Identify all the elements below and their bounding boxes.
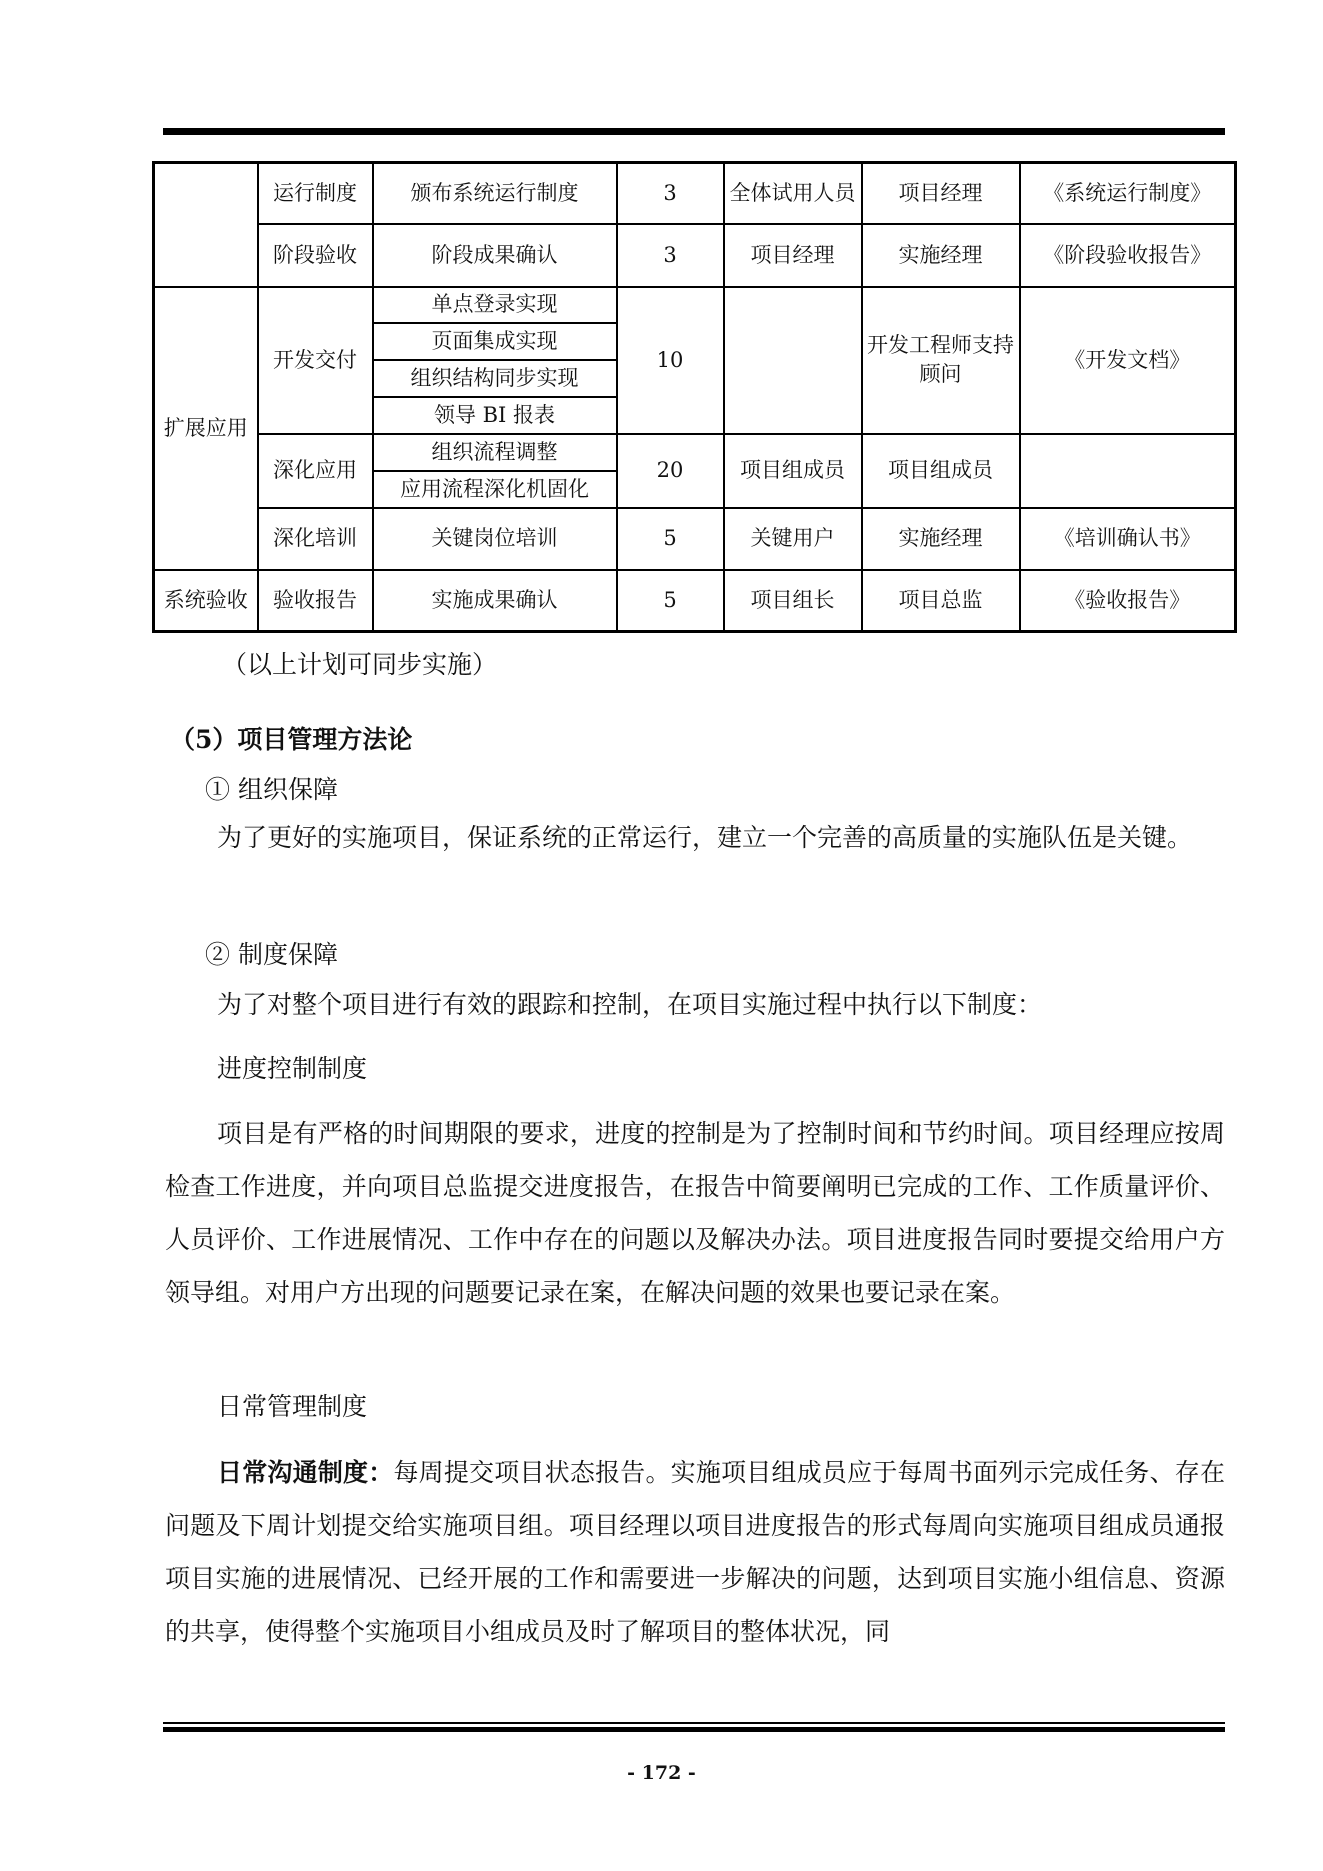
list-item: ② 制度保障 (205, 940, 338, 969)
section-heading: （5）项目管理方法论 (170, 725, 413, 754)
table-cell: 3 (617, 163, 724, 224)
paragraph: 项目是有严格的时间期限的要求，进度的控制是为了控制时间和节约时间。项目经理应按周检查工作进度，并向项目总监提交进度报告，在报告中简要阐明已完成的工作、工作质量评价、人员评价、工作进展情况、工作中存在的问题以及解决办法。项目进度报告同时要提交给用户方领导组。对用户方出现的问题要记录在案，在解决问题的效果也要记录在案。 (165, 1119, 1225, 1307)
table-cell: 组织流程调整 (373, 434, 617, 471)
table-cell: 运行制度 (258, 163, 373, 224)
table-cell: 3 (617, 224, 724, 287)
table-cell: 阶段验收 (258, 224, 373, 287)
table-cell: 开发工程师支持顾问 (862, 287, 1020, 434)
table-row (154, 434, 1236, 471)
bold-lead: 日常沟通制度： (217, 1458, 394, 1487)
table-cell: 项目组长 (724, 570, 862, 632)
table-cell: 《阶段验收报告》 (1020, 224, 1236, 287)
project-plan-table (152, 161, 1237, 633)
table-cell: 《系统运行制度》 (1020, 163, 1236, 224)
footer-rule (163, 1722, 1225, 1724)
table-cell (1020, 434, 1236, 508)
table-cell: 单点登录实现 (373, 287, 617, 323)
table-cell: 项目组成员 (724, 434, 862, 508)
page-number: - 172 - (627, 1762, 696, 1784)
table-cell: 《培训确认书》 (1020, 508, 1236, 570)
paragraph: 为了更好的实施项目，保证系统的正常运行，建立一个完善的高质量的实施队伍是关键。 (217, 823, 1193, 852)
table-cell: 《开发文档》 (1020, 287, 1236, 434)
table-row (154, 287, 1236, 323)
table-cell: 组织结构同步实现 (373, 360, 617, 397)
table-cell: 5 (617, 508, 724, 570)
table-cell: 验收报告 (258, 570, 373, 632)
table-cell: 系统验收 (154, 570, 258, 632)
table-row (154, 570, 1236, 632)
paragraph-text: 每周提交项目状态报告。实施项目组成员应于每周书面列示完成任务、存在问题及下周计划提交给实施项目组。项目经理以项目进度报告的形式每周向实施项目组成员通报项目实施的进展情况、已经开展的工作和需要进一步解决的问题，达到项目实施小组信息、资源的共享，使得整个实施项目小组成员及时了解项目的整体状况，同 (165, 1458, 1225, 1646)
table-cell: 实施经理 (862, 224, 1020, 287)
table-cell: 阶段成果确认 (373, 224, 617, 287)
table-cell: 项目经理 (724, 224, 862, 287)
table-cell: 实施成果确认 (373, 570, 617, 632)
table-row (154, 508, 1236, 570)
table-cell: 项目经理 (862, 163, 1020, 224)
table-cell: 颁布系统运行制度 (373, 163, 617, 224)
table-cell: 5 (617, 570, 724, 632)
table-cell: 深化应用 (258, 434, 373, 508)
table-row (154, 163, 1236, 224)
table-cell: 领导 BI 报表 (373, 397, 617, 434)
footer-rule-thick (163, 1727, 1225, 1732)
table-cell: 项目组成员 (862, 434, 1020, 508)
table-cell (154, 163, 258, 287)
paragraph (165, 1446, 1225, 1658)
header-rule (163, 128, 1225, 135)
table-cell: 全体试用人员 (724, 163, 862, 224)
table-cell (724, 287, 862, 434)
table-cell: 开发交付 (258, 287, 373, 434)
table-cell: 《验收报告》 (1020, 570, 1236, 632)
table-cell: 关键岗位培训 (373, 508, 617, 570)
table-cell: 关键用户 (724, 508, 862, 570)
table-cell: 10 (617, 287, 724, 434)
paragraph: 为了对整个项目进行有效的跟踪和控制，在项目实施过程中执行以下制度： (217, 990, 1043, 1019)
subheading: 日常管理制度 (217, 1392, 368, 1421)
subheading: 进度控制制度 (217, 1054, 368, 1083)
table-cell: 页面集成实现 (373, 323, 617, 360)
table-note: （以上计划可同步实施） (222, 650, 498, 679)
table-row (154, 224, 1236, 287)
table-cell: 实施经理 (862, 508, 1020, 570)
table-cell: 应用流程深化机固化 (373, 471, 617, 508)
table-cell: 扩展应用 (154, 287, 258, 570)
table-cell: 20 (617, 434, 724, 508)
list-item: ① 组织保障 (205, 775, 338, 804)
table-cell: 项目总监 (862, 570, 1020, 632)
table-cell: 深化培训 (258, 508, 373, 570)
